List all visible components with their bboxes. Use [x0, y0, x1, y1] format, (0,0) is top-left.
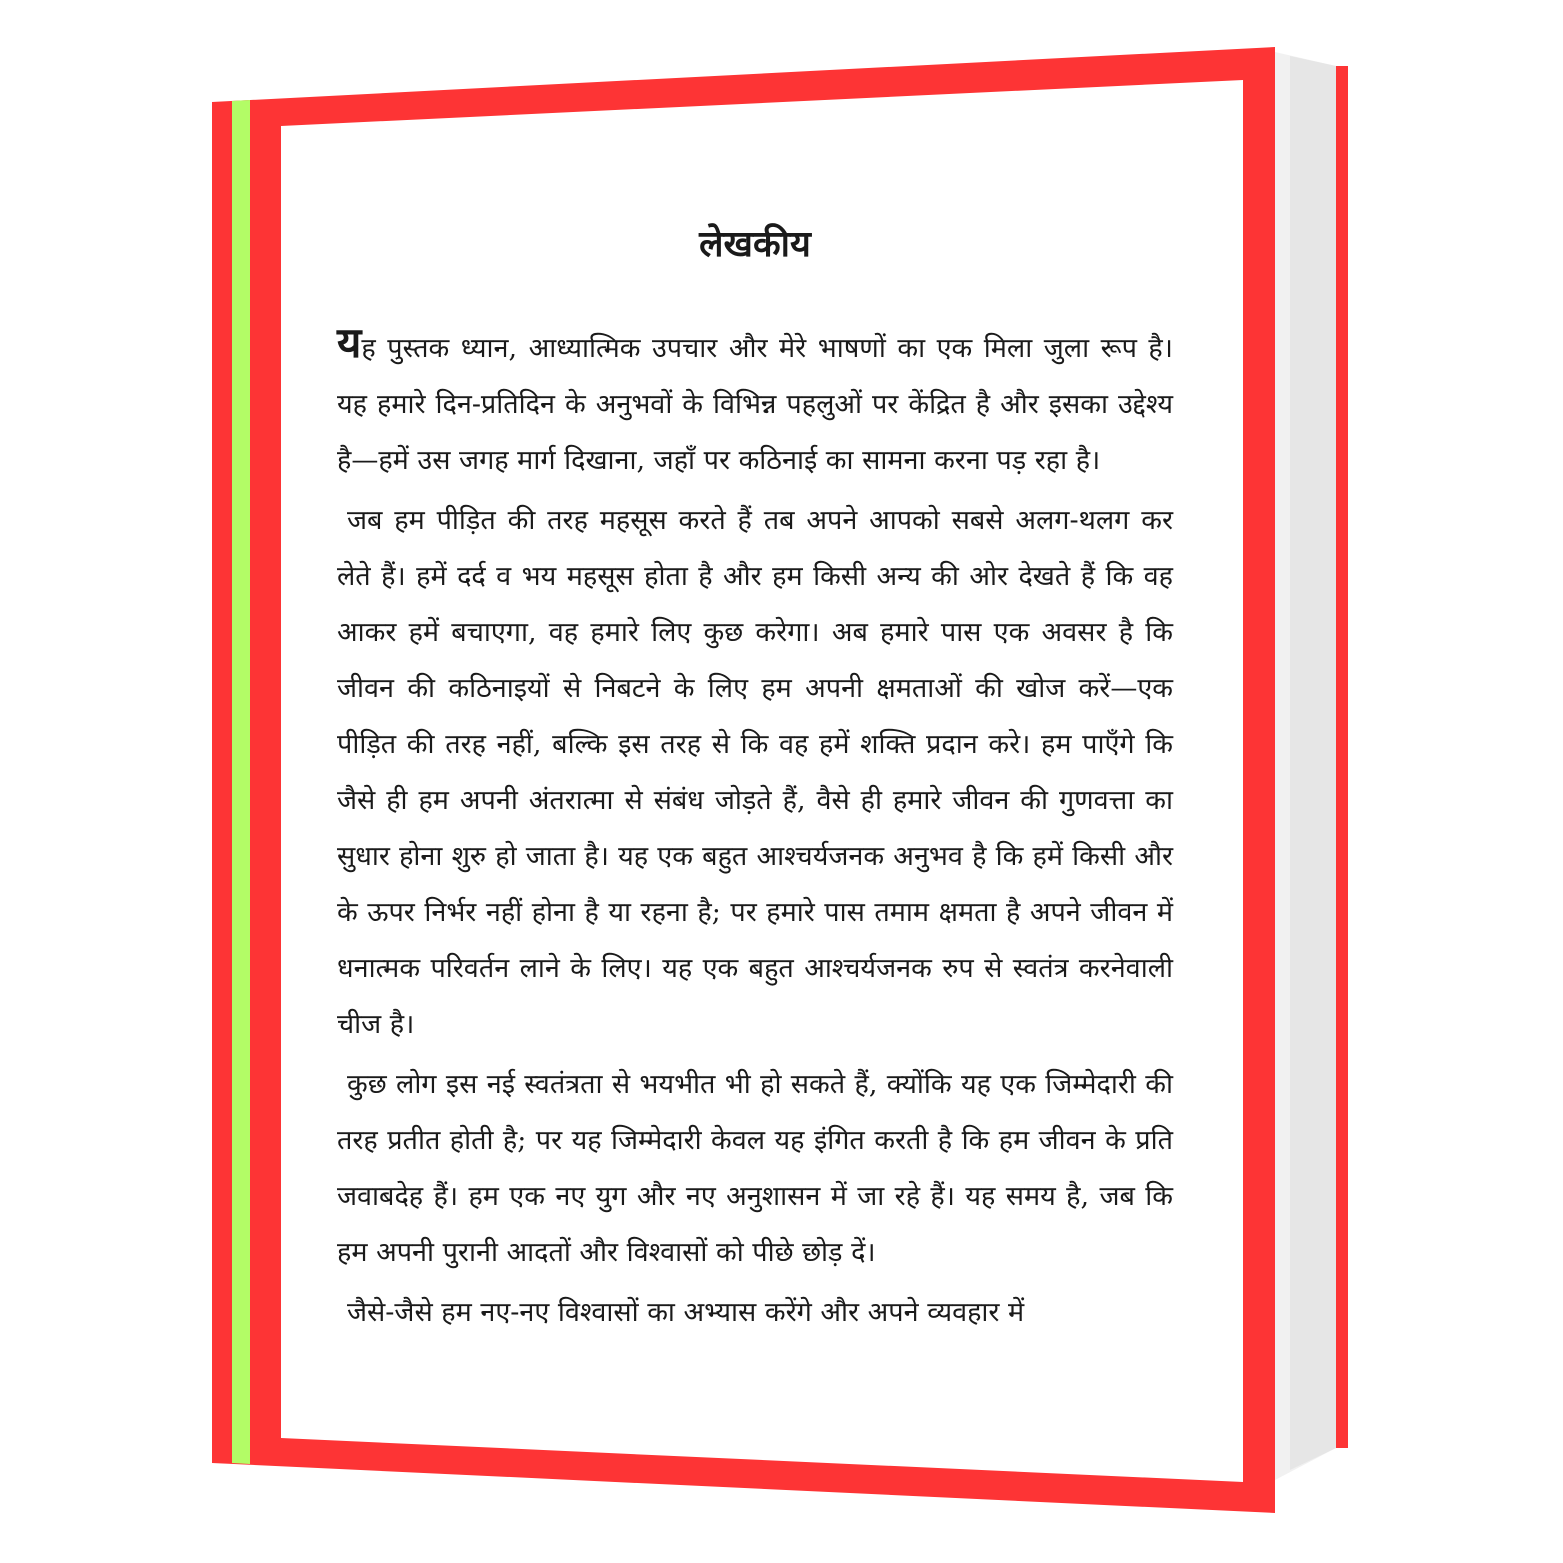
paragraph-1-text: ह पुस्तक ध्यान, आध्यात्मिक उपचार और मेरे भाषणों का एक मिला जुला रूप है। यह हमारे दिन-प्रतिदिन के अनुभवों के विभिन्न पहलुओं पर केंद्रित है और इसका उद्देश्य है—हमें उस जगह मार्ग दिखाना, जहाँ पर कठिनाई का सामना करना पड़ रहा है।: [337, 333, 1173, 476]
paragraph-1: [337, 315, 1173, 489]
paragraph-3: कुछ लोग इस नई स्वतंत्रता से भयभीत भी हो सकते हैं, क्योंकि यह एक जिम्मेदारी की तरह प्रतीत होती है; पर यह जिम्मेदारी केवल यह इंगित करती है कि हम जीवन के प्रति जवाबदेह हैं। हम एक नए युग और नए अनुशासन में जा रहे हैं। यह समय है, जब कि हम अपनी पुरानी आदतों और विश्वासों को पीछे छोड़ दें।: [337, 1069, 1173, 1268]
page-edges-shade: [1290, 56, 1336, 1470]
drop-cap: य: [337, 318, 362, 367]
page-title: लेखकीय: [699, 224, 811, 265]
back-cover-edge: [1336, 66, 1348, 1448]
page: [281, 126, 1243, 1438]
paragraph-4: जैसे-जैसे हम नए-नए विश्वासों का अभ्यास करेंगे और अपने व्यवहार में: [347, 1297, 1025, 1328]
page-text: [337, 218, 1173, 1341]
paragraph-2: जब हम पीड़ित की तरह महसूस करते हैं तब अपने आपको सबसे अलग-थलग कर लेते हैं। हमें दर्द व भय महसूस होता है और हम किसी अन्य की ओर देखते हैं कि वह आकर हमें बचाएगा, वह हमारे लिए कुछ करेगा। अब हमारे पास एक अवसर है कि जीवन की कठिनाइयों से निबटने के लिए हम अपनी क्षमताओं की खोज करें—एक पीड़ित की तरह नहीं, बल्कि इस तरह से कि वह हमें शक्ति प्रदान करे। हम पाएँगे कि जैसे ही हम अपनी अंतरात्मा से संबंध जोड़ते हैं, वैसे ही हमारे जीवन की गुणवत्ता का सुधार होना शुरु हो जाता है। यह एक बहुत आश्चर्यजनक अनुभव है कि हमें किसी और के ऊपर निर्भर नहीं होना है या रहना है; पर हमारे पास तमाम क्षमता है अपने जीवन में धनात्मक परिवर्तन लाने के लिए। यह एक बहुत आश्चर्यजनक रुप से स्वतंत्र करनेवाली चीज है।: [337, 505, 1173, 1040]
spine-stripe: [232, 100, 250, 1464]
